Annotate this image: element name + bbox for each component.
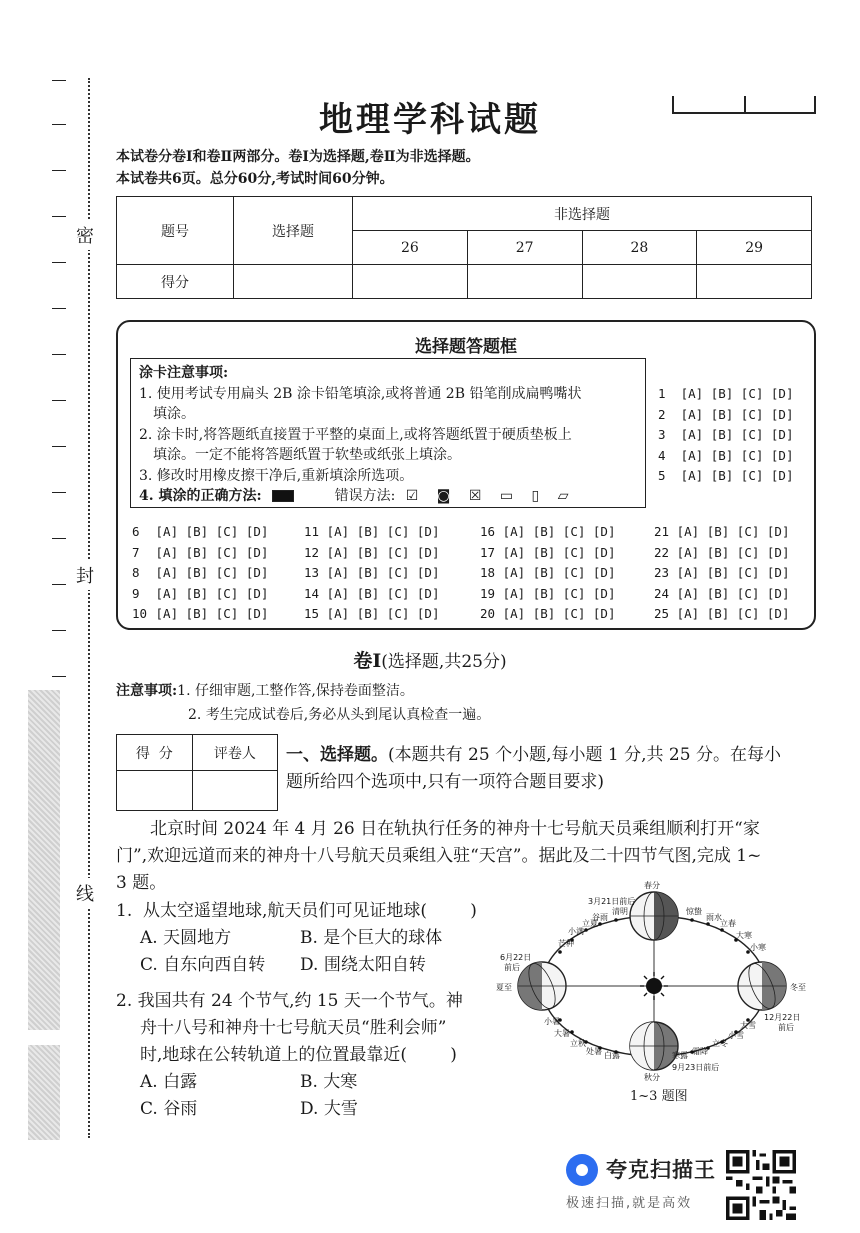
filling-note-4 [139,486,637,507]
grade-table [116,734,278,811]
q-number: 18 [480,565,496,580]
q-number: 12 [304,544,320,560]
wrong-mark-4: ▭ [499,488,514,504]
answer-col-21-25 [654,524,789,627]
q1-option-d[interactable]: D. 围绕太阳自转 [300,955,426,975]
q2-option-c[interactable]: C. 谷雨 [140,1099,198,1119]
q2-option-d[interactable]: D. 大雪 [300,1099,358,1119]
label-lidong: 立冬 [712,1039,728,1048]
correct-method-label: 4. 填涂的正确方法: [139,488,262,504]
filling-note-2b: 填涂。一定不能将答题纸置于软垫或纸张上填涂。 [153,447,461,463]
q-options[interactable]: [A] [B] [C] [D] [326,544,440,560]
scanner-logo-icon [566,1154,598,1186]
label-xiaoxue: 小雪 [728,1031,744,1040]
answer-col-1-5 [658,386,793,489]
wrong-mark-1: ☑ [405,488,419,504]
q1-option-a[interactable]: A. 天圆地方 [140,928,232,948]
question-1-stem: 1. 从太空遥望地球,航天员们可见证地球( ) [116,901,477,921]
figure-caption: 1~3 题图 [630,1089,688,1104]
q-options[interactable]: [A] [B] [C] [D] [676,524,790,539]
correct-fill-mark [272,490,294,502]
score-row-label: 得分 [117,265,234,299]
label-shuangjiang: 霜降 [692,1047,708,1056]
solar-terms-orbit-figure [496,881,816,1085]
label-mangzhong: 芒种 [558,939,574,948]
answer-sheet-panel [116,320,816,630]
binding-shade-upper [28,690,60,1030]
score-cell-26[interactable] [353,265,468,299]
binding-char-feng: 封 [76,560,94,590]
label-lichun: 立春 [720,919,736,928]
label-winter-date2: 前后 [778,1023,794,1032]
answer-col-11-15 [304,524,439,627]
label-jingzhe: 惊蛰 [686,907,702,916]
q-number: 25 [654,606,670,621]
score-cell-29[interactable] [697,265,812,299]
scanner-name: 夸克扫描王 [606,1158,716,1182]
q-options[interactable]: [A] [B] [C] [D] [502,544,616,560]
q-options[interactable]: [A] [B] [C] [D] [155,585,269,601]
q-number: 24 [654,585,670,601]
q-options[interactable]: [A] [B] [C] [D] [502,524,616,539]
intro-line-1: 本试卷分卷Ⅰ和卷Ⅱ两部分。卷Ⅰ为选择题,卷Ⅱ为非选择题。 [116,149,480,165]
grade-reviewer-cell[interactable] [192,771,277,811]
filling-note-1: 1. 使用考试专用扁头 2B 涂卡铅笔填涂,或将普通 2B 铅笔削成扁鸭嘴状 [139,385,582,402]
score-table-q26: 26 [353,231,468,265]
binding-char-xian: 线 [76,878,94,908]
score-table-q28: 28 [582,231,697,265]
label-liqiu: 立秋 [570,1039,586,1048]
q-number: 10 [132,606,148,621]
q-options[interactable]: [A] [B] [C] [D] [155,544,269,560]
earth-autumn-icon [630,1022,678,1070]
answer-col-6-10 [132,524,268,627]
q-number: 8 [132,565,140,580]
grade-reviewer-label: 评卷人 [192,735,277,771]
wrong-mark-2: ◙ [436,488,451,504]
binding-shade-lower [28,1045,60,1140]
q-number: 20 [480,606,496,621]
intro-line-2: 本试卷共6页。总分60分,考试时间60分钟。 [116,171,394,187]
label-xiaoman: 小满 [568,927,584,936]
score-table-nonchoice: 非选择题 [353,197,812,231]
question-2-stem-2: 舟十八号和神舟十七号航天员“胜利会师” [140,1018,447,1038]
label-spring-date: 3月21日前后 [588,897,636,906]
filling-notes-title: 涂卡注意事项: [139,365,229,381]
q-number: 22 [654,544,670,560]
q-options[interactable]: [A] [B] [C] [D] [676,606,790,621]
label-bailu: 白露 [604,1051,620,1060]
q-number: 21 [654,524,670,539]
q-number: 9 [132,585,140,601]
q-number: 17 [480,544,496,560]
label-dashu: 大暑 [554,1029,570,1038]
q2-option-a[interactable]: A. 白露 [140,1072,198,1092]
label-lixia: 立夏 [582,919,598,928]
label-summer: 夏至 [496,983,512,992]
q-number: 3 [658,427,666,442]
page-title: 地理学科试题 [319,100,541,140]
earth-summer-icon [518,960,566,1012]
q-number: 15 [304,606,320,621]
q-number: 23 [654,565,670,580]
scanner-watermark [566,1154,716,1214]
label-winter: 冬至 [790,983,806,992]
q-number: 5 [658,468,666,483]
q-options[interactable]: [A] [B] [C] [D] [680,406,794,422]
q-options[interactable]: [A] [B] [C] [D] [155,606,269,621]
label-autumn-date: 9月23日前后 [672,1063,720,1072]
label-xiaohan: 小寒 [750,943,766,952]
passage-line-3: 3 题。 [116,873,167,893]
q-options[interactable]: [A] [B] [C] [D] [680,386,794,401]
q-options[interactable]: [A] [B] [C] [D] [680,468,794,483]
notice-line-1 [116,680,414,700]
passage [116,816,816,897]
section-title-main: 卷Ⅰ [353,650,382,672]
scanner-slogan: 极速扫描,就是高效 [566,1196,693,1211]
q2-option-b[interactable]: B. 大寒 [300,1072,358,1092]
score-table-choice: 选择题 [234,197,353,265]
q-options[interactable]: [A] [B] [C] [D] [326,606,440,621]
notice-label: 注意事项: [116,683,178,699]
label-spring: 春分 [644,881,660,890]
q-options[interactable]: [A] [B] [C] [D] [680,427,794,442]
score-cell-27[interactable] [467,265,582,299]
choice-heading-rest: (本题共有 25 个小题,每小题 1 分,共 25 分。在每小 [388,745,781,765]
q-number: 1 [658,386,666,401]
wrong-mark-6: ▱ [557,488,569,504]
choice-heading [286,742,816,796]
question-2-stem-1: 2. 我国共有 24 个节气,约 15 天一个节气。神 [116,991,463,1011]
q-number: 7 [132,544,140,560]
binding-ticks [52,80,66,740]
score-table-q27: 27 [467,231,582,265]
q-number: 6 [132,524,140,539]
notice-1: 1. 仔细审题,工整作答,保持卷面整洁。 [177,683,414,699]
label-dahan: 大寒 [736,931,752,940]
score-table-q29: 29 [697,231,812,265]
q-number: 14 [304,585,320,601]
q-number: 2 [658,406,666,422]
binding-char-mi: 密 [76,220,94,250]
section-title [0,646,860,673]
label-guyu: 谷雨 [592,913,608,922]
question-1 [116,898,536,979]
earth-spring-icon [630,892,678,940]
q-number: 19 [480,585,496,601]
q-options[interactable]: [A] [B] [C] [D] [676,565,790,580]
label-autumn: 秋分 [644,1073,660,1082]
q-options[interactable]: [A] [B] [C] [D] [676,585,790,601]
q-options[interactable]: [A] [B] [C] [D] [502,606,616,621]
label-xiaoshu: 小暑 [544,1017,560,1026]
grade-score-label: 得 分 [117,735,193,771]
q-options[interactable]: [A] [B] [C] [D] [680,447,794,463]
notice-2: 2. 考生完成试卷后,务必从头到尾认真检查一遍。 [188,707,491,723]
grade-score-cell[interactable] [117,771,193,811]
q1-option-c[interactable]: C. 自东向西自转 [140,955,266,975]
q-options[interactable]: [A] [B] [C] [D] [326,565,440,580]
answer-col-16-20 [480,524,615,627]
q-options[interactable]: [A] [B] [C] [D] [326,524,440,539]
earth-winter-icon [738,960,786,1012]
wrong-mark-3: ☒ [468,488,482,504]
filling-note-2: 2. 涂卡时,将答题纸直接置于平整的桌面上,或将答题纸置于硬质垫板上 [139,426,572,443]
q1-option-b[interactable]: B. 是个巨大的球体 [300,928,443,948]
label-summer-date1: 6月22日 [500,953,532,962]
filling-note-3: 3. 修改时用橡皮擦干净后,重新填涂所选项。 [139,467,414,484]
q-options[interactable]: [A] [B] [C] [D] [326,585,440,601]
choice-heading-bold: 一、选择题。 [286,745,388,765]
label-daxue: 大雪 [740,1021,756,1030]
wrong-method-label: 错误方法: [334,488,396,504]
label-hanlu: 寒露 [672,1051,688,1060]
label-chushu: 处暑 [586,1047,602,1056]
question-2 [116,988,536,1123]
answer-sheet-title: 选择题答题框 [415,337,517,357]
filling-note-1b: 填涂。 [153,406,195,422]
score-table [116,196,812,299]
choice-heading-line2: 题所给四个选项中,只有一项符合题目要求) [286,772,605,792]
qr-code-icon [726,1150,796,1220]
label-qingming: 清明 [612,907,628,916]
label-summer-date2: 前后 [504,963,520,972]
label-yushui: 雨水 [706,913,722,922]
score-cell-28[interactable] [582,265,697,299]
passage-line-1: 北京时间 2024 年 4 月 26 日在轨执行任务的神舟十七号航天员乘组顺利打开“家 [150,819,760,839]
q-options[interactable]: [A] [B] [C] [D] [676,544,790,560]
score-cell-choice[interactable] [234,265,353,299]
q-options[interactable]: [A] [B] [C] [D] [155,524,269,539]
q-number: 13 [304,565,320,580]
q-number: 16 [480,524,496,539]
filling-notes [130,358,646,508]
section-title-sub: (选择题,共25分) [381,652,507,672]
q-options[interactable]: [A] [B] [C] [D] [502,585,616,601]
label-winter-date1: 12月22日 [764,1013,801,1022]
q-number: 4 [658,447,666,463]
q-options[interactable]: [A] [B] [C] [D] [502,565,616,580]
wrong-mark-5: ▯ [531,488,540,504]
passage-line-2: 门”,欢迎远道而来的神舟十八号航天员乘组入驻“天宫”。据此及二十四节气图,完成 1~ [116,846,762,866]
q-options[interactable]: [A] [B] [C] [D] [155,565,269,580]
score-table-header: 题号 [117,197,234,265]
question-2-stem-3: 时,地球在公转轨道上的位置最靠近( ) [140,1045,457,1065]
q-number: 11 [304,524,320,539]
